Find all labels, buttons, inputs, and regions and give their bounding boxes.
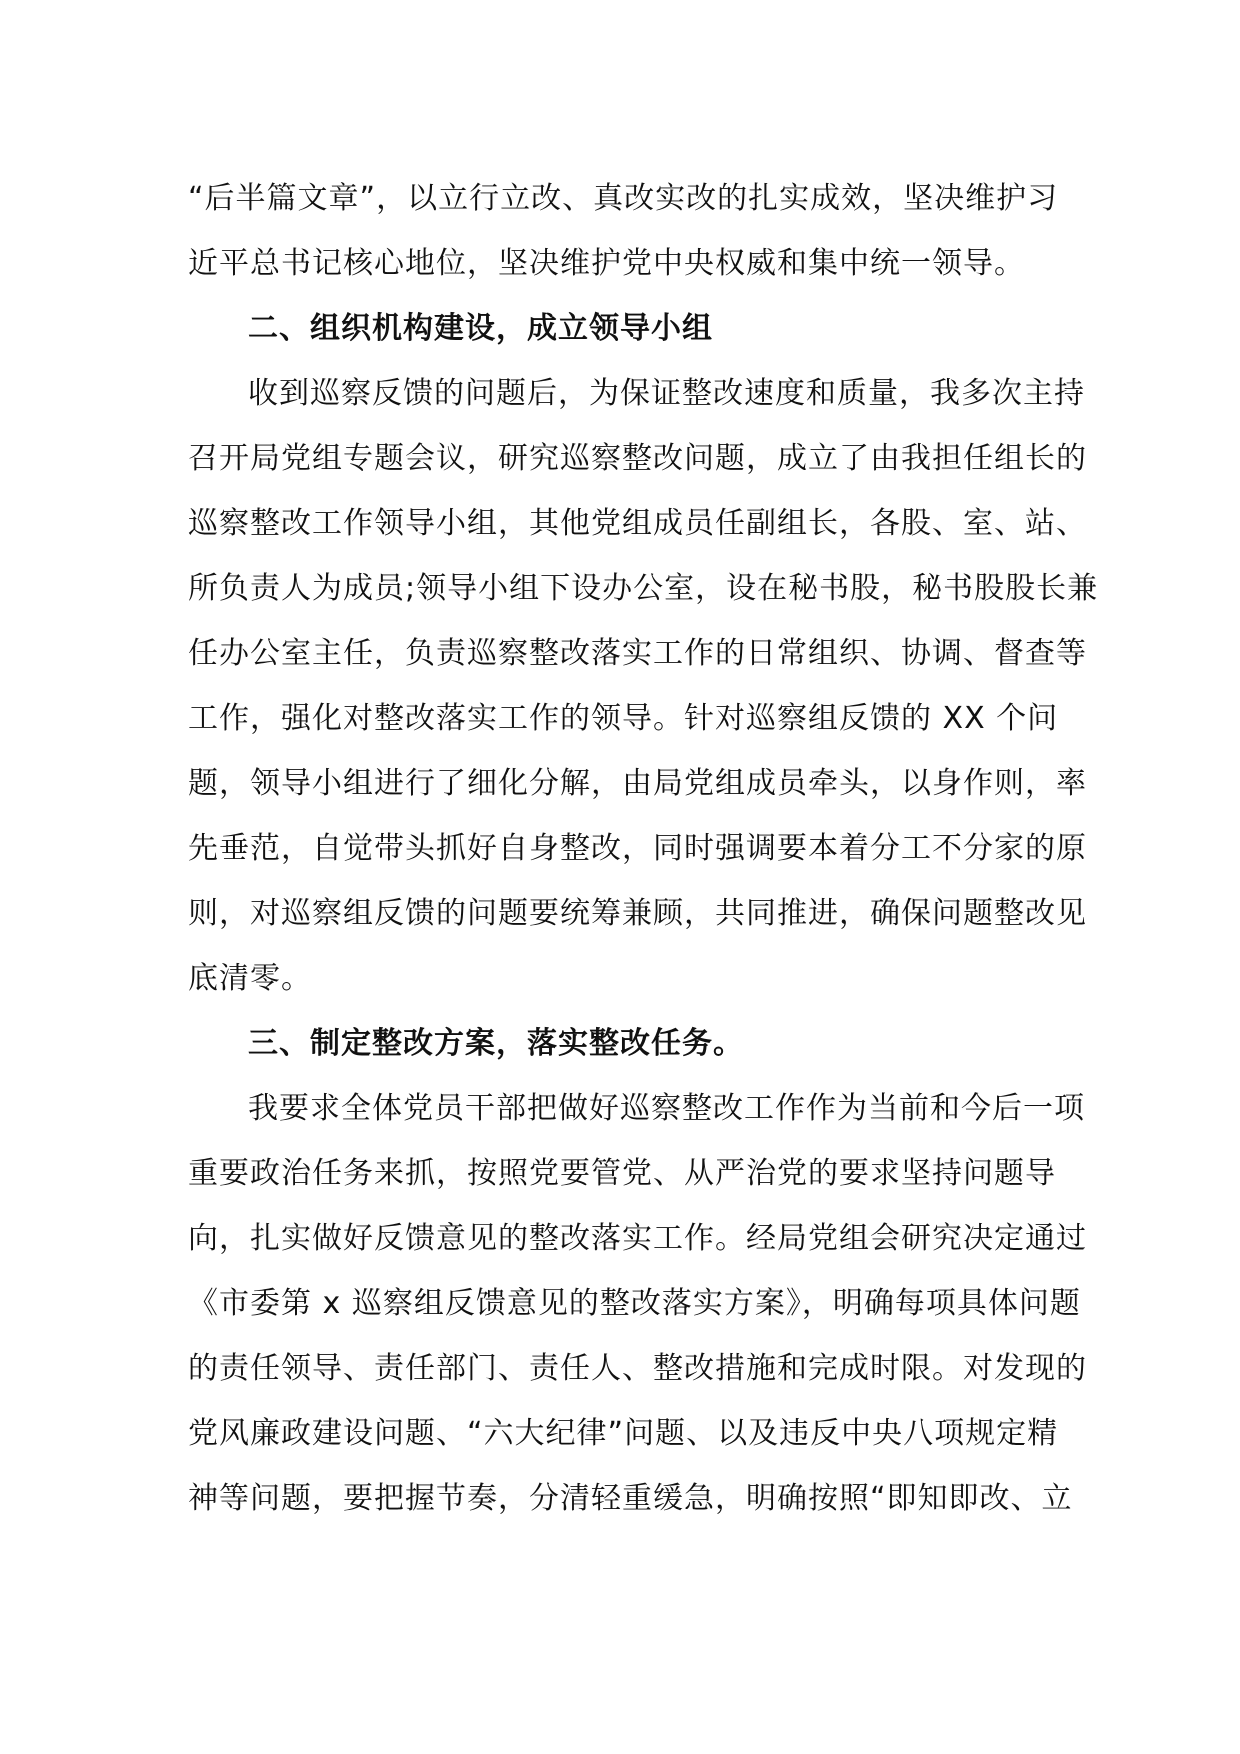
- text-line: 收到巡察反馈的问题后，为保证整改速度和质量，我多次主持: [248, 376, 1085, 411]
- text-line: 神等问题，要把握节奏，分清轻重缓急，明确按照“即知即改、立: [188, 1481, 1073, 1516]
- text-line: 党风廉政建设问题、“六大纪律”问题、以及违反中央八项规定精: [188, 1416, 1059, 1451]
- text-line: 工作，强化对整改落实工作的领导。针对巡察组反馈的 XX 个问: [188, 701, 1059, 736]
- text-line: 所负责人为成员;领导小组下设办公室，设在秘书股，秘书股股长兼: [188, 571, 1099, 606]
- section-heading: 二、组织机构建设，成立领导小组: [248, 311, 713, 346]
- text-line: 重要政治任务来抓，按照党要管党、从严治党的要求坚持问题导: [188, 1156, 1056, 1191]
- text-line: “后半篇文章”，以立行立改、真改实改的扎实成效，坚决维护习: [188, 181, 1059, 216]
- text-line: 题，领导小组进行了细化分解，由局党组成员牵头，以身作则，率: [188, 766, 1087, 801]
- text-line: 我要求全体党员干部把做好巡察整改工作作为当前和今后一项: [248, 1091, 1085, 1126]
- text-line: 召开局党组专题会议，研究巡察整改问题，成立了由我担任组长的: [188, 441, 1087, 476]
- text-line: 巡察整改工作领导小组，其他党组成员任副组长，各股、室、站、: [188, 506, 1087, 541]
- text-line: 任办公室主任，负责巡察整改落实工作的日常组织、协调、督查等: [188, 636, 1087, 671]
- text-line: 向，扎实做好反馈意见的整改落实工作。经局党组会研究决定通过: [188, 1221, 1087, 1256]
- text-line: 先垂范，自觉带头抓好自身整改，同时强调要本着分工不分家的原: [188, 831, 1087, 866]
- document-body: [188, 166, 1099, 1531]
- text-line: 则，对巡察组反馈的问题要统筹兼顾，共同推进，确保问题整改见: [188, 896, 1087, 931]
- text-line: 《市委第 x 巡察组反馈意见的整改落实方案》，明确每项具体问题: [188, 1286, 1081, 1321]
- text-line: 近平总书记核心地位，坚决维护党中央权威和集中统一领导。: [188, 246, 1025, 281]
- section-heading: 三、制定整改方案，落实整改任务。: [248, 1026, 744, 1061]
- text-line: 的责任领导、责任部门、责任人、整改措施和完成时限。对发现的: [188, 1351, 1087, 1386]
- text-line: 底清零。: [188, 961, 312, 996]
